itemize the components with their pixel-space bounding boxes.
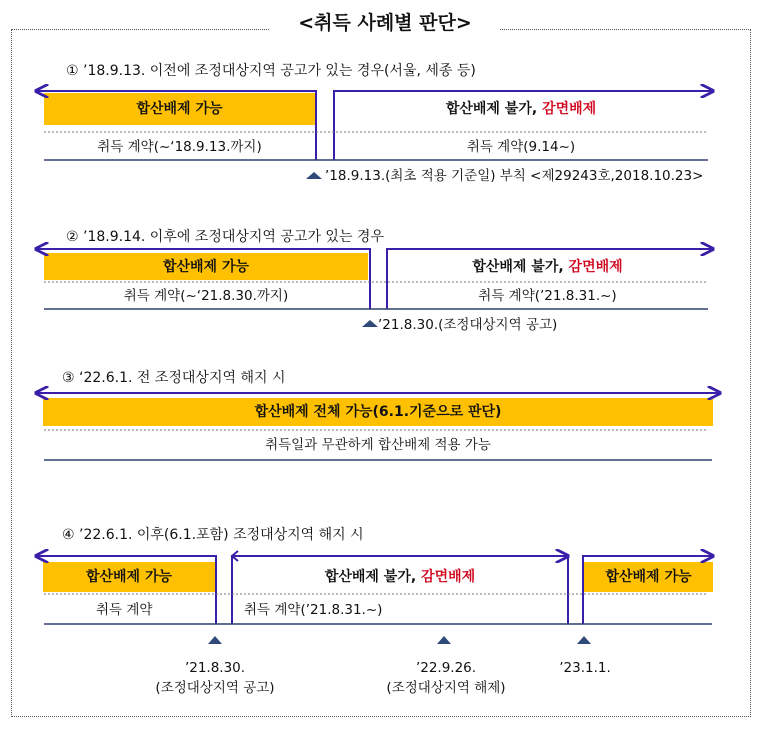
case1-right-bar-label — [334, 100, 708, 118]
case1-right-contract: 취득 계약(9.14~) — [466, 139, 576, 155]
case1-right-bar-red: 감면배제 — [542, 101, 597, 117]
case4-marker1-date: ’21.8.30. — [184, 660, 246, 676]
case4-marker2-date: ’22.9.26. — [415, 660, 477, 676]
case1-left-contract: 취득 계약(~‘18.9.13.까지) — [97, 139, 262, 155]
case2-right-bar-red: 감면배제 — [568, 259, 623, 275]
case2-right-bar-text: 합산배제 불가, — [472, 259, 569, 275]
case2-right-contract: 취득 계약(’21.8.31.~) — [478, 288, 617, 304]
case2-marker-triangle — [362, 320, 378, 327]
case3-bar-label: 합산배제 전체 가능(6.1.기준으로 판단) — [254, 404, 502, 420]
case2-left-contract: 취득 계약(~‘21.8.30.까지) — [123, 288, 289, 304]
case4-marker2-triangle — [437, 636, 451, 644]
case1-marker-label: ’18.9.13.(최초 적용 기준일) 부칙 <제29243호,2018.10.23> — [325, 168, 704, 184]
case4-right-bar-label: 합산배제 가능 — [605, 569, 692, 585]
case4-marker3-date: ’23.1.1. — [559, 660, 611, 676]
case1-right-bar-text: 합산배제 불가, — [445, 101, 543, 117]
case3-contract: 취득일과 무관하게 합산배제 적용 가능 — [265, 437, 491, 453]
case4-marker1-triangle — [208, 636, 222, 644]
case1-heading: ① ’18.9.13. 이전에 조정대상지역 공고가 있는 경우(서울, 세종 등) — [66, 63, 476, 79]
case4-marker1-note: (조정대상지역 공고) — [155, 680, 275, 696]
case1-left-bar-label: 합산배제 가능 — [136, 101, 223, 117]
case1-marker-triangle — [306, 172, 322, 179]
case4-left-bar-label: 합산배제 가능 — [85, 569, 173, 585]
case4-right-arrow — [583, 556, 713, 624]
case2-right-bar-label — [387, 258, 708, 276]
case4-mid-bar-red: 감면배제 — [421, 569, 476, 585]
case4-mid-bar-text: 합산배제 불가, — [324, 569, 422, 585]
case4-marker2-note: (조정대상지역 해제) — [386, 680, 506, 696]
case4-mid-bar-label — [232, 568, 568, 586]
case2-marker-label: ’21.8.30.(조정대상지역 공고) — [378, 317, 558, 333]
case4-mid-contract: 취득 계약(’21.8.31.~) — [244, 602, 383, 618]
case4-marker3-triangle — [577, 636, 591, 644]
case2-left-bar-label: 합산배제 가능 — [162, 259, 250, 275]
page-title: <취득 사례별 판단> — [270, 6, 500, 40]
case4-heading: ④ ’22.6.1. 이후(6.1.포함) 조정대상지역 해지 시 — [62, 527, 364, 543]
case3-heading: ③ ‘22.6.1. 전 조정대상지역 해지 시 — [62, 370, 286, 386]
case4-left-contract: 취득 계약 — [96, 602, 153, 618]
case2-heading: ② ’18.9.14. 이후에 조정대상지역 공고가 있는 경우 — [66, 229, 384, 245]
